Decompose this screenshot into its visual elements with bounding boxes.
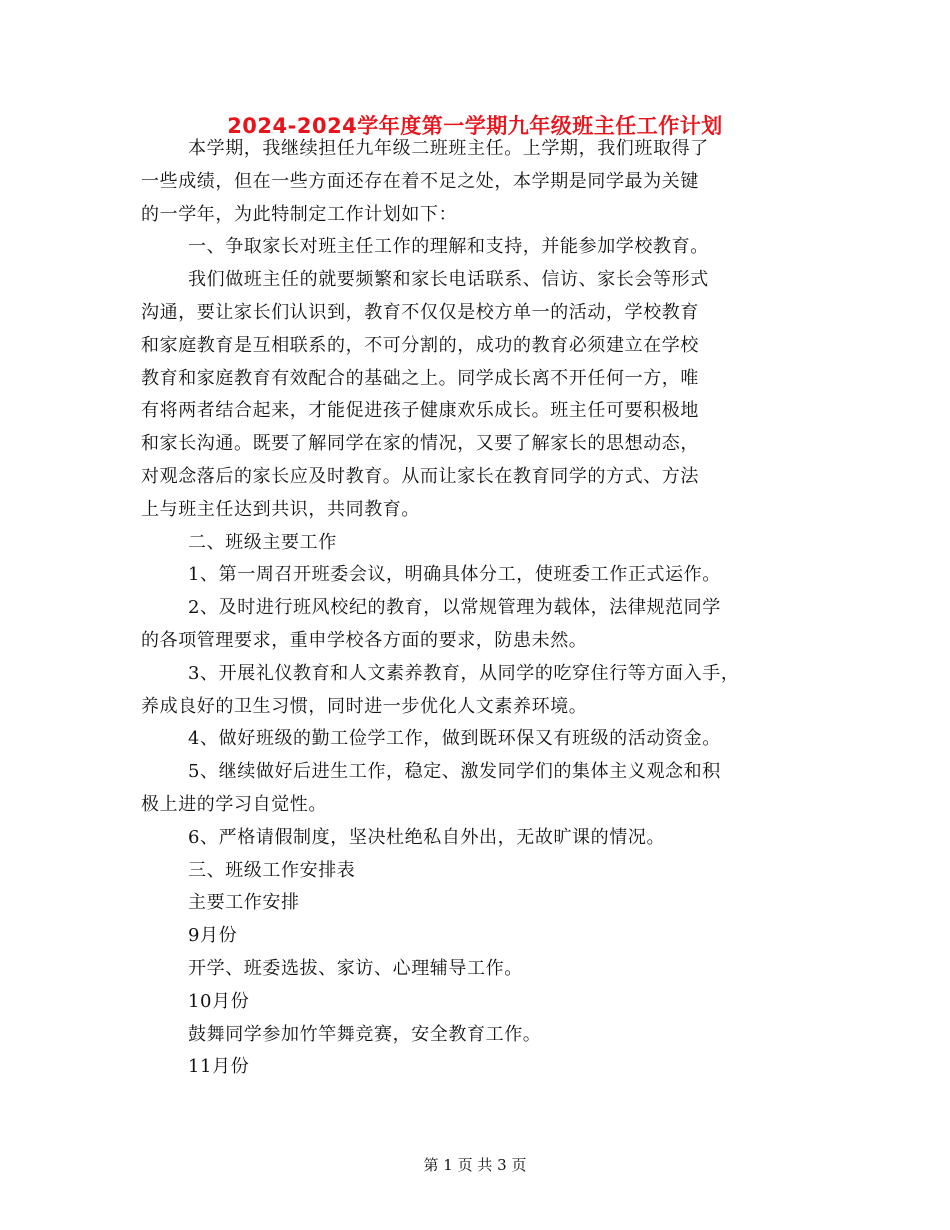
schedule-month: 10月份 (188, 990, 250, 1012)
schedule-header: 主要工作安排 (188, 892, 300, 914)
paragraph-line: 有将两者结合起来，才能促进孩子健康欢乐成长。班主任可要积极地 (141, 400, 699, 422)
list-item-continuation: 养成良好的卫生习惯，同时进一步优化人文素养环境。 (141, 695, 588, 717)
schedule-month: 9月份 (188, 925, 238, 947)
section-heading: 二、班级主要工作 (188, 531, 337, 553)
paragraph-line: 我们做班主任的就要频繁和家长电话联系、信访、家长会等形式 (188, 269, 709, 291)
paragraph-line: 一些成绩，但在一些方面还存在着不足之处，本学期是同学最为关键 (141, 170, 699, 192)
paragraph-line: 本学期，我继续担任九年级二班班主任。上学期，我们班取得了 (188, 138, 709, 159)
paragraph-line: 和家长沟通。既要了解同学在家的情况，又要了解家长的思想动态， (141, 433, 699, 455)
schedule-task: 鼓舞同学参加竹竿舞竞赛，安全教育工作。 (188, 1023, 542, 1045)
paragraph-line: 上与班主任达到共识，共同教育。 (141, 498, 420, 520)
list-item: 4、做好班级的勤工俭学工作，做到既环保又有班级的活动资金。 (188, 728, 721, 750)
list-item: 3、开展礼仪教育和人文素养教育，从同学的吃穿住行等方面入手， (188, 662, 740, 684)
list-item: 5、继续做好后进生工作，稳定、激发同学们的集体主义观念和积 (188, 761, 721, 783)
paragraph-line: 和家庭教育是互相联系的，不可分割的，成功的教育必须建立在学校 (141, 334, 699, 356)
page-footer: 第 1 页 共 3 页 (423, 1156, 527, 1174)
document-title: 2024-2024学年度第一学期九年级班主任工作计划 (227, 114, 723, 138)
document-body (141, 133, 821, 1084)
list-item: 1、第一周召开班委会议，明确具体分工，使班委工作正式运作。 (188, 564, 721, 586)
paragraph-line: 沟通，要让家长们认识到，教育不仅仅是校方单一的活动，学校教育 (141, 301, 699, 323)
section-heading: 一、争取家长对班主任工作的理解和支持，并能参加学校教育。 (188, 236, 709, 258)
paragraph-line: 的一学年，为此特制定工作计划如下： (141, 203, 458, 225)
list-item: 6、严格请假制度，坚决杜绝私自外出，无故旷课的情况。 (188, 826, 666, 848)
section-heading: 三、班级工作安排表 (188, 859, 356, 881)
list-item: 2、及时进行班风校纪的教育，以常规管理为载体，法律规范同学 (188, 597, 721, 619)
schedule-task: 开学、班委选拔、家访、心理辅导工作。 (188, 957, 523, 979)
paragraph-line: 教育和家庭教育有效配合的基础之上。同学成长离不开任何一方，唯 (141, 367, 699, 389)
list-item-continuation: 极上进的学习自觉性。 (141, 793, 327, 815)
schedule-month: 11月份 (188, 1056, 250, 1078)
list-item-continuation: 的各项管理要求，重申学校各方面的要求，防患未然。 (141, 629, 588, 651)
paragraph-line: 对观念落后的家长应及时教育。从而让家长在教育同学的方式、方法 (141, 465, 699, 487)
